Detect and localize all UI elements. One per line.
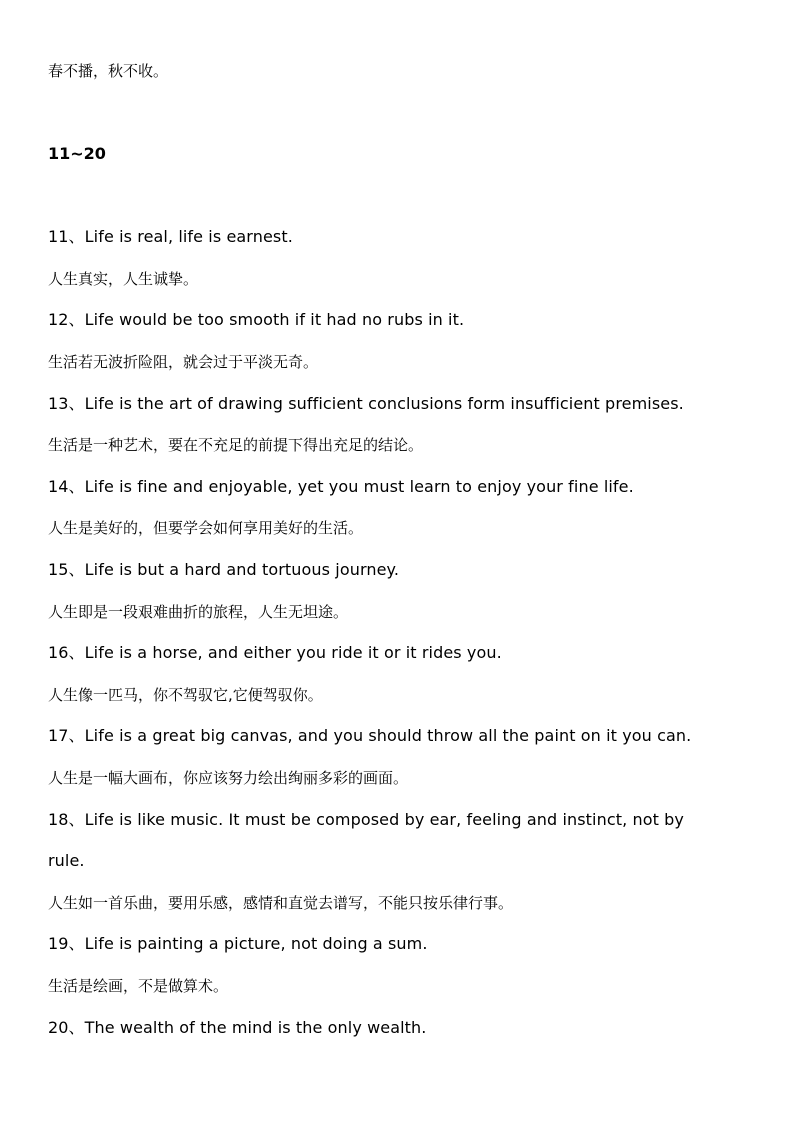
quote-chinese: 人生像一匹马，你不驾驭它,它便驾驭你。 xyxy=(48,686,323,704)
quote-chinese: 生活是一种艺术，要在不充足的前提下得出充足的结论。 xyxy=(48,436,424,454)
quote-chinese: 人生即是一段艰难曲折的旅程，人生无坦途。 xyxy=(48,603,349,621)
quote-english: 19、Life is painting a picture, not doing a sum. xyxy=(48,934,428,953)
quote-english: 20、The wealth of the mind is the only wealth. xyxy=(48,1018,427,1037)
quote-english-continued: rule. xyxy=(48,851,85,870)
quote-chinese: 生活是绘画，不是做算术。 xyxy=(48,977,229,995)
quote-english: 18、Life is like music. It must be composed by ear, feeling and instinct, not by xyxy=(48,810,684,829)
quote-chinese: 生活若无波折险阻，就会过于平淡无奇。 xyxy=(48,353,319,371)
quote-chinese: 人生真实，人生诚挚。 xyxy=(48,270,199,288)
quote-english: 13、Life is the art of drawing sufficient conclusions form insufficient premises. xyxy=(48,394,684,413)
text-line: 春不播，秋不收。 xyxy=(48,62,169,80)
quote-chinese: 人生如一首乐曲，要用乐感，感情和直觉去谱写，不能只按乐律行事。 xyxy=(48,894,514,912)
quote-chinese: 人生是一幅大画布，你应该努力绘出绚丽多彩的画面。 xyxy=(48,769,409,787)
quote-english: 15、Life is but a hard and tortuous journey. xyxy=(48,560,400,579)
quote-english: 11、Life is real, life is earnest. xyxy=(48,227,293,246)
quote-english: 12、Life would be too smooth if it had no rubs in it. xyxy=(48,310,465,329)
quote-english: 16、Life is a horse, and either you ride it or it rides you. xyxy=(48,643,502,662)
quote-chinese: 人生是美好的，但要学会如何享用美好的生活。 xyxy=(48,519,364,537)
quote-english: 14、Life is fine and enjoyable, yet you must learn to enjoy your fine life. xyxy=(48,477,634,496)
section-heading: 11~20 xyxy=(48,144,106,163)
quote-english: 17、Life is a great big canvas, and you should throw all the paint on it you can. xyxy=(48,726,692,745)
